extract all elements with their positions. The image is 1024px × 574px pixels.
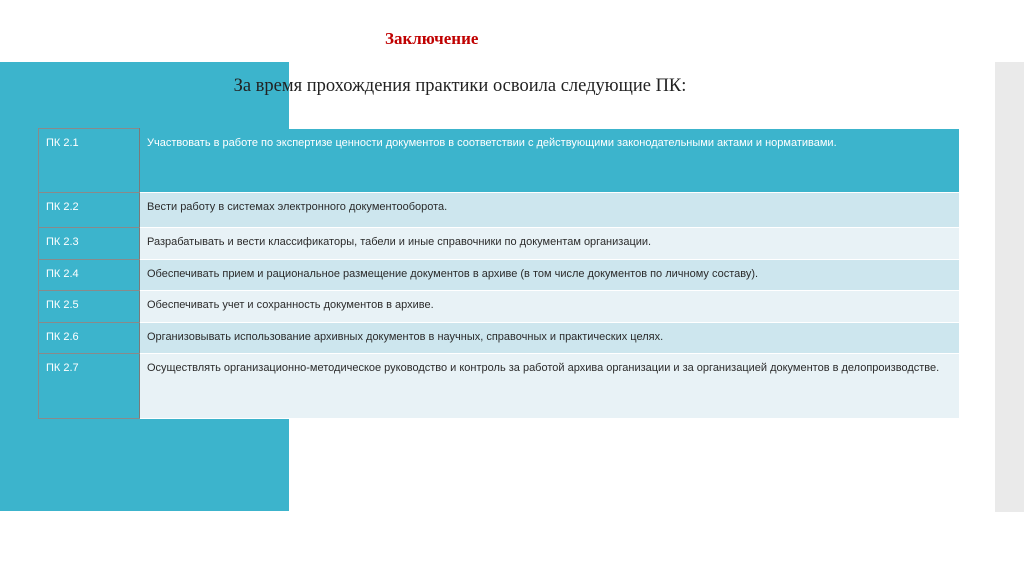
competency-code: ПК 2.5 [39, 291, 140, 323]
table-row [39, 129, 960, 193]
competency-code: ПК 2.3 [39, 228, 140, 260]
slide-title: Заключение [385, 29, 479, 48]
table-row [39, 260, 960, 291]
table-row [39, 228, 960, 260]
competencies-table [38, 128, 959, 419]
table-row [39, 291, 960, 323]
competency-description: Вести работу в системах электронного документооборота. [140, 193, 960, 228]
table-row [39, 193, 960, 228]
competency-description: Обеспечивать учет и сохранность документов в архиве. [140, 291, 960, 323]
competency-code: ПК 2.2 [39, 193, 140, 228]
competency-description: Организовывать использование архивных документов в научных, справочных и практических целях. [140, 323, 960, 354]
competency-description: Разрабатывать и вести классификаторы, табели и иные справочники по документам организации. [140, 228, 960, 260]
table-row [39, 354, 960, 419]
competency-code: ПК 2.1 [39, 129, 140, 193]
slide-subtitle: За время прохождения практики освоила следующие ПК: [233, 76, 687, 96]
competency-code: ПК 2.7 [39, 354, 140, 419]
competency-code: ПК 2.6 [39, 323, 140, 354]
competency-description: Участвовать в работе по экспертизе ценности документов в соответствии с действующими законодательными актами и нормативами. [140, 129, 960, 193]
competency-description: Обеспечивать прием и рациональное размещение документов в архиве (в том числе документов по личному составу). [140, 260, 960, 291]
table-row [39, 323, 960, 354]
competency-description: Осуществлять организационно-методическое руководство и контроль за работой архива организации и за организацией документов в делопроизводстве. [140, 354, 960, 419]
competency-code: ПК 2.4 [39, 260, 140, 291]
decorative-side-bar [995, 62, 1024, 512]
